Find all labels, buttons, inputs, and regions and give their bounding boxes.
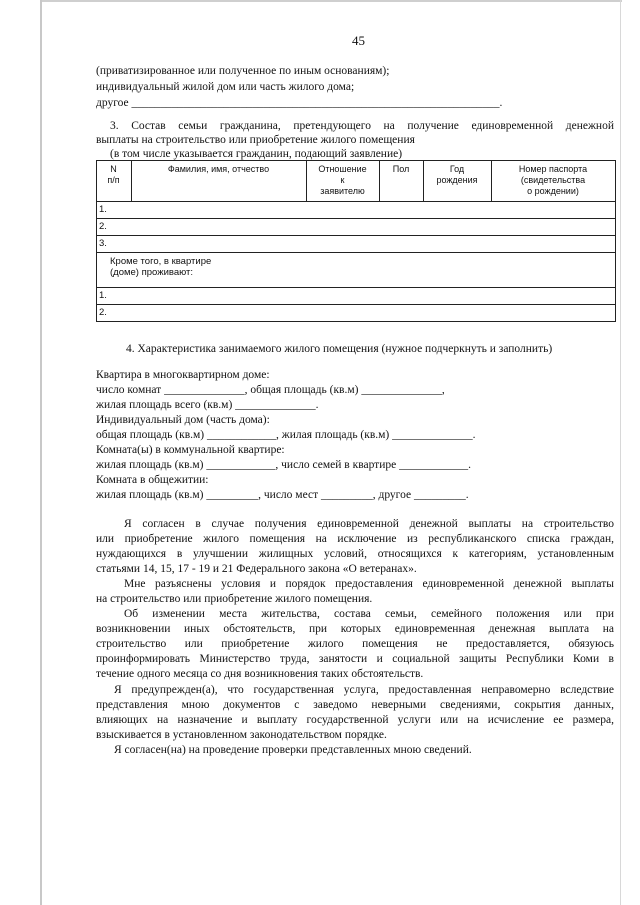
th-number: N п/п (107, 164, 120, 185)
section4-line: жилая площадь (кв.м) ____________, число семей в квартире ____________. (96, 459, 471, 471)
consent-p2-line: на строительство или приобретение жилого помещения. (96, 593, 373, 605)
section3-title-line1: 3. Состав семьи гражданина, претендующего на получение единовременной денежной (110, 120, 614, 132)
table-row: 2. (99, 307, 107, 318)
page-number: 45 (352, 33, 365, 48)
intro-line-1: (приватизированное или полученное по иным основаниям); (96, 65, 390, 77)
section4-line: жилая площадь (кв.м) _________, число мест _________, другое _________. (96, 489, 469, 501)
consent-p3-line: проинформировать Министерство труда, занятости и социальной защиты Республики Коми в (96, 653, 614, 665)
consent-p4-line: Я предупрежден(а), что государственная услуга, предоставленная неправомерно вследствие (114, 684, 614, 696)
also-living-label: Кроме того, в квартире (доме) проживают: (110, 256, 212, 278)
th-passport: Номер паспорта (свидетельства о рождении) (518, 164, 588, 196)
consent-p2-line: Мне разъяснены условия и порядок предоставления единовременной денежной выплаты (124, 578, 614, 590)
consent-p1-line: Я согласен в случае получения единовременной денежной выплаты на строительство (124, 518, 614, 530)
th-full-name: Фамилия, имя, отчество (167, 164, 270, 174)
family-table (96, 160, 616, 322)
section4-line: Квартира в многоквартирном доме: (96, 369, 270, 381)
section4-line: Комната в общежитии: (96, 474, 209, 486)
section4-line: Комната(ы) в коммунальной квартире: (96, 444, 285, 456)
consent-p3-line: течение одного месяца со дня возникновения таких обстоятельств. (96, 668, 424, 680)
intro-line-3: другое ________________________________________________________________. (96, 97, 503, 109)
table-row: 3. (99, 238, 107, 249)
consent-p1-line: или приобретение жилого помещения на исключение из республиканского списка граждан, (96, 533, 614, 545)
table-row: 2. (99, 221, 107, 232)
section3-title-line2: выплаты на строительство или приобретение жилого помещения (96, 134, 415, 146)
consent-p3-line: Об изменении места жительства, состава семьи, семейного положения или при (124, 608, 614, 620)
scan-right-edge (620, 0, 621, 905)
consent-p1-line: нуждающихся в улучшении жилищных условий, относящихся к категориям, установленным (96, 548, 614, 560)
scan-left-edge (40, 0, 42, 905)
section4-line: жилая площадь всего (кв.м) ______________. (96, 399, 319, 411)
section4-line: общая площадь (кв.м) ____________, жилая площадь (кв.м) ______________. (96, 429, 476, 441)
th-sex: Пол (392, 164, 410, 174)
intro-line-2: индивидуальный жилой дом или часть жилого дома; (96, 81, 355, 93)
section4-line: Индивидуальный дом (часть дома): (96, 414, 270, 426)
section4-line: число комнат ______________, общая площадь (кв.м) ______________, (96, 384, 445, 396)
consent-p4-line: взыскивается в установленном законодательством порядке. (96, 729, 387, 741)
table-row: 1. (99, 204, 107, 215)
section4-title: 4. Характеристика занимаемого жилого помещения (нужное подчеркнуть и заполнить) (126, 343, 553, 355)
scan-top-edge (40, 0, 622, 2)
section3-title-line3: (в том числе указывается гражданин, подающий заявление) (110, 148, 403, 160)
consent-p4-line: представления мною документов с заведомо неверными сведениями, сокрытия данных, (96, 699, 614, 711)
table-row: 1. (99, 290, 107, 301)
th-birth-year: Год рождения (436, 164, 478, 185)
consent-p5: Я согласен(на) на проведение проверки представленных мною сведений. (114, 744, 472, 756)
consent-p4-line: влияющих на назначение и выплату государственной услуги или на исчисление ее размера, (96, 714, 614, 726)
consent-p1-line: статьями 14, 15, 17 - 19 и 21 Федерального закона «О ветеранах». (96, 563, 417, 575)
th-relation: Отношение к заявителю (318, 164, 367, 196)
consent-p3-line: строительство или приобретение жилого помещения не предоставляется, обязуюсь (96, 638, 614, 650)
consent-p3-line: возникновении иных обстоятельств, при которых единовременная денежная выплата на (96, 623, 614, 635)
